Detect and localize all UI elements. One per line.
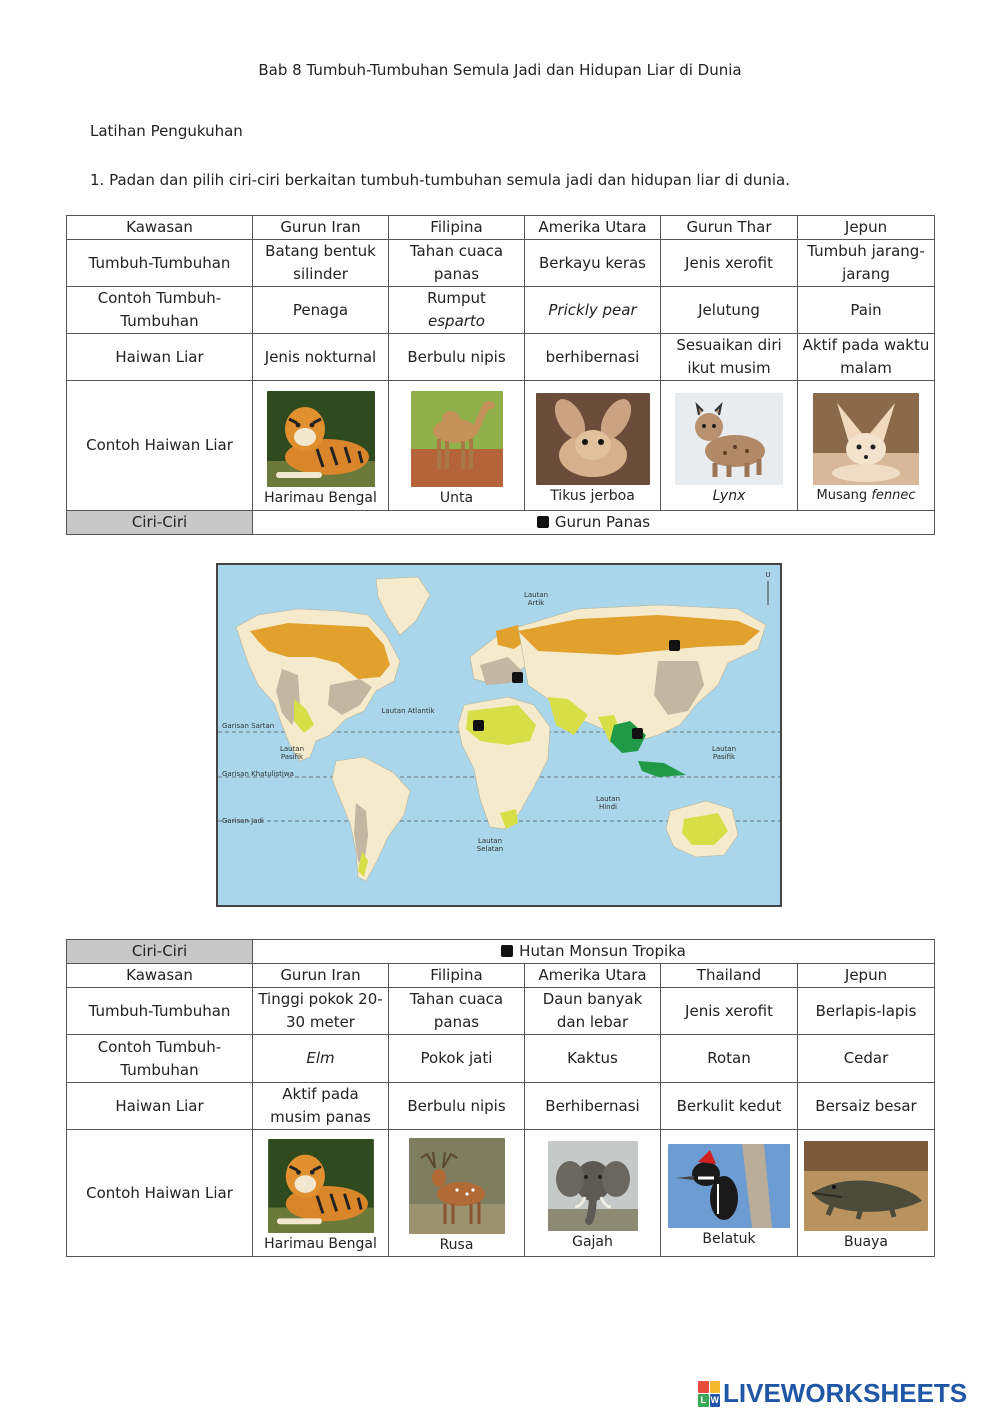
haiwan-cell[interactable]: Berbulu nipis [389, 1083, 525, 1130]
contoh-tumbuhan-cell[interactable]: Pain [798, 287, 935, 334]
plant-name: Rumput [427, 289, 486, 307]
ciri-answer-text: Gurun Panas [554, 513, 651, 531]
animal-caption-text: Musang [816, 487, 868, 503]
camel-photo [411, 391, 503, 487]
tumbuhan-cell[interactable]: Tahan cuaca panas [389, 240, 525, 287]
table-row [67, 381, 935, 511]
animal-caption: Belatuk [702, 1231, 756, 1247]
plant-name-italic: Prickly pear [548, 300, 637, 319]
tiger-photo [267, 391, 375, 487]
animal-cell[interactable] [661, 381, 798, 511]
plant-name-italic: esparto [428, 312, 485, 330]
contoh-tumbuhan-cell[interactable]: Penaga [253, 287, 389, 334]
logo-text: LIVEWORKSHEETS [723, 1378, 968, 1408]
section-subtitle: Latihan Pengukuhan [90, 122, 243, 140]
map-label-sartan: Garisan Sartan [222, 722, 275, 730]
worksheet-title: Bab 8 Tumbuh-Tumbuhan Semula Jadi dan Hidupan Liar di Dunia [258, 61, 742, 79]
contoh-tumbuhan-cell[interactable]: Pokok jati [389, 1035, 525, 1083]
table-row [67, 964, 935, 988]
row-label-contoh-tumbuhan: Contoh Tumbuh-Tumbuhan [67, 287, 253, 334]
logo-letter: W [710, 1395, 719, 1405]
contoh-tumbuhan-cell[interactable] [389, 287, 525, 334]
tumbuhan-cell[interactable]: Tinggi pokok 20-30 meter [253, 988, 389, 1035]
row-label-tumbuhan: Tumbuh-Tumbuhan [67, 240, 253, 287]
north-arrow-label: U [765, 571, 771, 579]
animal-cell[interactable] [525, 381, 661, 511]
row-label-haiwan: Haiwan Liar [67, 334, 253, 381]
kawasan-cell[interactable]: Gurun Iran [253, 216, 389, 240]
world-map-drawing [218, 565, 780, 905]
haiwan-cell[interactable]: berhibernasi [525, 334, 661, 381]
kawasan-cell[interactable]: Jepun [798, 964, 935, 988]
animal-cell[interactable] [389, 1130, 525, 1257]
animal-caption [801, 487, 931, 505]
map-label-khatulistiwa: Garisan Khatulistiwa [222, 770, 294, 778]
logo-letter: L [698, 1394, 709, 1407]
question-text: 1. Padan dan pilih ciri-ciri berkaitan tumbuh-tumbuhan semula jadi dan hidupan liar di dunia. [90, 171, 790, 189]
table-row [67, 287, 935, 334]
tumbuhan-cell[interactable]: Daun banyak dan lebar [525, 988, 661, 1035]
haiwan-cell[interactable]: Berbulu nipis [389, 334, 525, 381]
haiwan-cell[interactable]: Berkulit kedut [661, 1083, 798, 1130]
haiwan-cell[interactable]: Aktif pada waktu malam [798, 334, 935, 381]
world-vegetation-map [216, 563, 782, 907]
contoh-tumbuhan-cell[interactable] [525, 287, 661, 334]
tumbuhan-cell[interactable]: Jenis xerofit [661, 240, 798, 287]
contoh-tumbuhan-cell[interactable]: Cedar [798, 1035, 935, 1083]
animal-cell[interactable] [253, 381, 389, 511]
animal-cell[interactable] [389, 381, 525, 511]
animal-caption: Rusa [439, 1237, 474, 1253]
table-row [67, 988, 935, 1035]
map-label-hindi: Lautan Hindi [595, 795, 621, 811]
liveworksheets-logo [698, 1378, 967, 1409]
table-row [67, 334, 935, 381]
jerboa-photo [536, 393, 650, 485]
map-label-selatan: Lautan Selatan [476, 837, 504, 853]
animal-caption: Buaya [844, 1234, 888, 1250]
animal-cell[interactable] [798, 381, 935, 511]
kawasan-cell[interactable]: Amerika Utara [525, 216, 661, 240]
animal-caption [664, 487, 794, 505]
row-label-ciri: Ciri-Ciri [67, 511, 253, 535]
table-row [67, 940, 935, 964]
animal-caption: Harimau Bengal [264, 489, 377, 506]
row-label-contoh-haiwan: Contoh Haiwan Liar [67, 1130, 253, 1257]
contoh-tumbuhan-cell[interactable]: Jelutung [661, 287, 798, 334]
fennec-photo [813, 393, 919, 485]
tiger-photo [268, 1139, 374, 1233]
plant-name-italic: Elm [306, 1049, 335, 1067]
logo-square-icon [710, 1381, 721, 1394]
monsoon-forest-table [66, 939, 935, 1257]
animal-cell[interactable] [798, 1130, 935, 1257]
ciri-answer-dropdown[interactable] [253, 511, 935, 535]
row-label-contoh-tumbuhan: Contoh Tumbuh-Tumbuhan [67, 1035, 253, 1083]
contoh-tumbuhan-cell[interactable] [253, 1035, 389, 1083]
row-label-haiwan: Haiwan Liar [67, 1083, 253, 1130]
tumbuhan-cell[interactable]: Jenis xerofit [661, 988, 798, 1035]
kawasan-cell[interactable]: Gurun Thar [661, 216, 798, 240]
ciri-answer-text: Hutan Monsun Tropika [519, 942, 686, 960]
tumbuhan-cell[interactable]: Tahan cuaca panas [389, 988, 525, 1035]
kawasan-cell[interactable]: Amerika Utara [525, 964, 661, 988]
table-row [67, 216, 935, 240]
animal-caption: Harimau Bengal [264, 1236, 377, 1252]
haiwan-cell[interactable]: Jenis nokturnal [253, 334, 389, 381]
tumbuhan-cell[interactable]: Batang bentuk silinder [253, 240, 389, 287]
contoh-tumbuhan-cell[interactable]: Rotan [661, 1035, 798, 1083]
table-row [67, 511, 935, 535]
tumbuhan-cell[interactable]: Tumbuh jarang-jarang [798, 240, 935, 287]
map-label-pacific-right: Lautan Pasifik [711, 745, 737, 761]
haiwan-cell[interactable]: Aktif pada musim panas [253, 1083, 389, 1130]
row-label-kawasan: Kawasan [67, 216, 253, 240]
lynx-photo [675, 393, 783, 485]
animal-caption: Tikus jerboa [550, 487, 635, 504]
kawasan-cell[interactable]: Thailand [661, 964, 798, 988]
ciri-answer-dropdown[interactable] [253, 940, 935, 964]
animal-caption-italic: fennec [871, 487, 916, 503]
haiwan-cell[interactable]: Berhibernasi [525, 1083, 661, 1130]
map-label-atlantic: Lautan Atlantik [381, 707, 435, 715]
map-label-jadi: Garisan Jadi [222, 817, 264, 825]
row-label-contoh-haiwan: Contoh Haiwan Liar [67, 381, 253, 511]
kawasan-cell[interactable]: Jepun [798, 216, 935, 240]
animal-cell[interactable] [661, 1130, 798, 1257]
tumbuhan-cell[interactable]: Berlapis-lapis [798, 988, 935, 1035]
kawasan-cell[interactable]: Filipina [389, 216, 525, 240]
woodpecker-photo [668, 1144, 790, 1228]
row-label-kawasan: Kawasan [67, 964, 253, 988]
table-row [67, 1083, 935, 1130]
elephant-photo [548, 1141, 638, 1231]
crocodile-photo [804, 1141, 928, 1231]
row-label-tumbuhan: Tumbuh-Tumbuhan [67, 988, 253, 1035]
animal-caption: Gajah [572, 1234, 613, 1250]
kawasan-cell[interactable]: Gurun Iran [253, 964, 389, 988]
logo-grid-icon [698, 1381, 720, 1407]
animal-caption: Unta [439, 489, 474, 506]
table-row [67, 240, 935, 287]
animal-cell[interactable] [253, 1130, 389, 1257]
square-marker-icon [501, 945, 513, 957]
hot-desert-table [66, 215, 935, 535]
animal-caption-italic: Lynx [712, 487, 746, 504]
map-label-arctic: Lautan Artik [523, 591, 549, 607]
animal-cell[interactable] [525, 1130, 661, 1257]
logo-square-icon [698, 1381, 709, 1394]
kawasan-cell[interactable]: Filipina [389, 964, 525, 988]
map-label-pacific-left: Lautan Pasifik [279, 745, 305, 761]
tumbuhan-cell[interactable]: Berkayu keras [525, 240, 661, 287]
haiwan-cell[interactable]: Sesuaikan diri ikut musim [661, 334, 798, 381]
haiwan-cell[interactable]: Bersaiz besar [798, 1083, 935, 1130]
deer-photo [409, 1138, 505, 1234]
table-row [67, 1035, 935, 1083]
contoh-tumbuhan-cell[interactable]: Kaktus [525, 1035, 661, 1083]
table-row [67, 1130, 935, 1257]
row-label-ciri: Ciri-Ciri [67, 940, 253, 964]
square-marker-icon [537, 516, 549, 528]
